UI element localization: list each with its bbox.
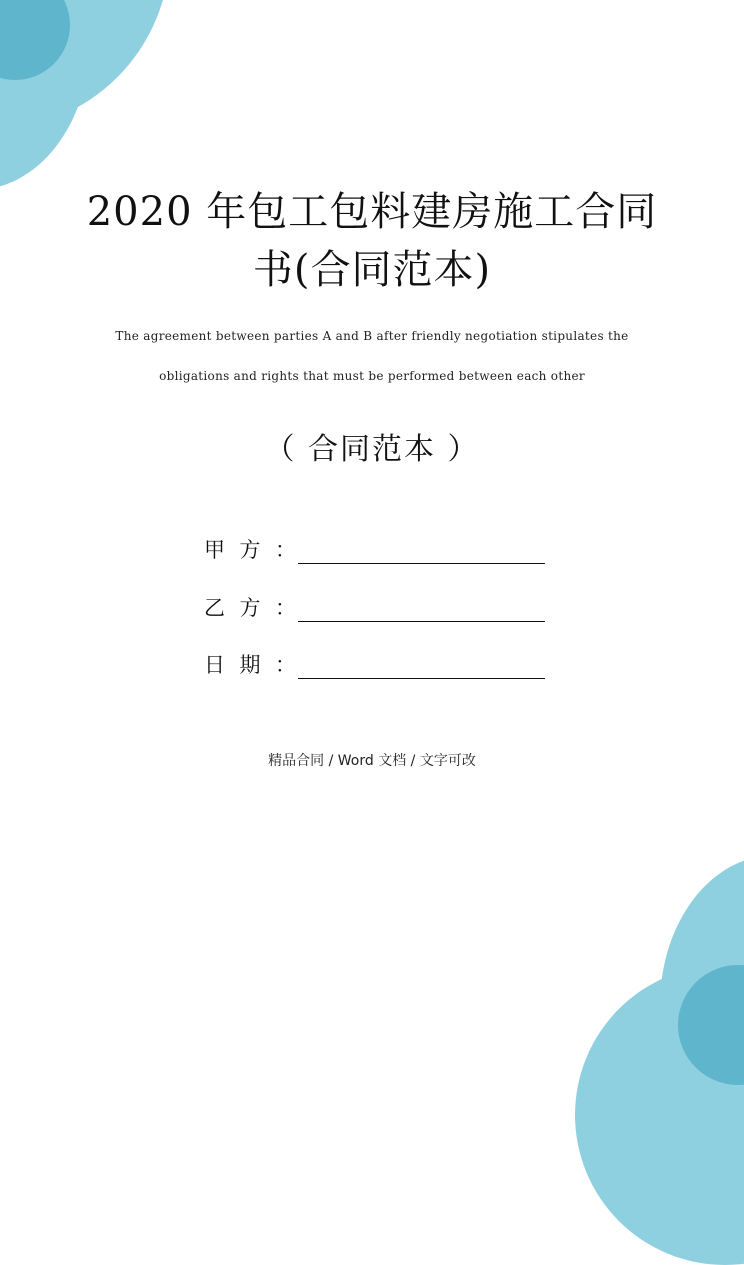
document-title-line-1: 2020 年包工包料建房施工合同 (86, 189, 658, 235)
party-a-colon: ： (275, 538, 296, 562)
document-title-line-2: 书(合同范本) (252, 247, 492, 293)
party-a-label (204, 534, 296, 564)
subtitle-line-1: The agreement between parties A and B after friendly negotiation stipulates the (115, 329, 629, 343)
party-a-field (204, 530, 545, 564)
contract-template-heading: （ 合同范本 ） (264, 432, 480, 467)
party-b-blank-line[interactable] (298, 597, 545, 622)
date-colon: ： (275, 653, 296, 677)
party-a-label-char-1: 甲 (204, 538, 225, 562)
party-b-label-char-1: 乙 (204, 596, 225, 620)
date-label-char-1: 日 (204, 653, 225, 677)
subtitle-line-2: obligations and rights that must be performed between each other (159, 369, 585, 383)
party-b-label-char-2: 方 (239, 596, 261, 620)
party-a-label-char-2: 方 (239, 538, 261, 562)
party-b-label (204, 592, 296, 622)
date-blank-line[interactable] (298, 654, 545, 679)
party-b-colon: ： (275, 596, 296, 620)
date-label-char-2: 期 (239, 653, 261, 677)
party-a-blank-line[interactable] (298, 539, 545, 564)
date-field (204, 645, 545, 679)
date-label (204, 649, 296, 679)
footer-note: 精品合同 / Word 文档 / 文字可改 (268, 753, 476, 769)
party-b-field (204, 588, 545, 622)
